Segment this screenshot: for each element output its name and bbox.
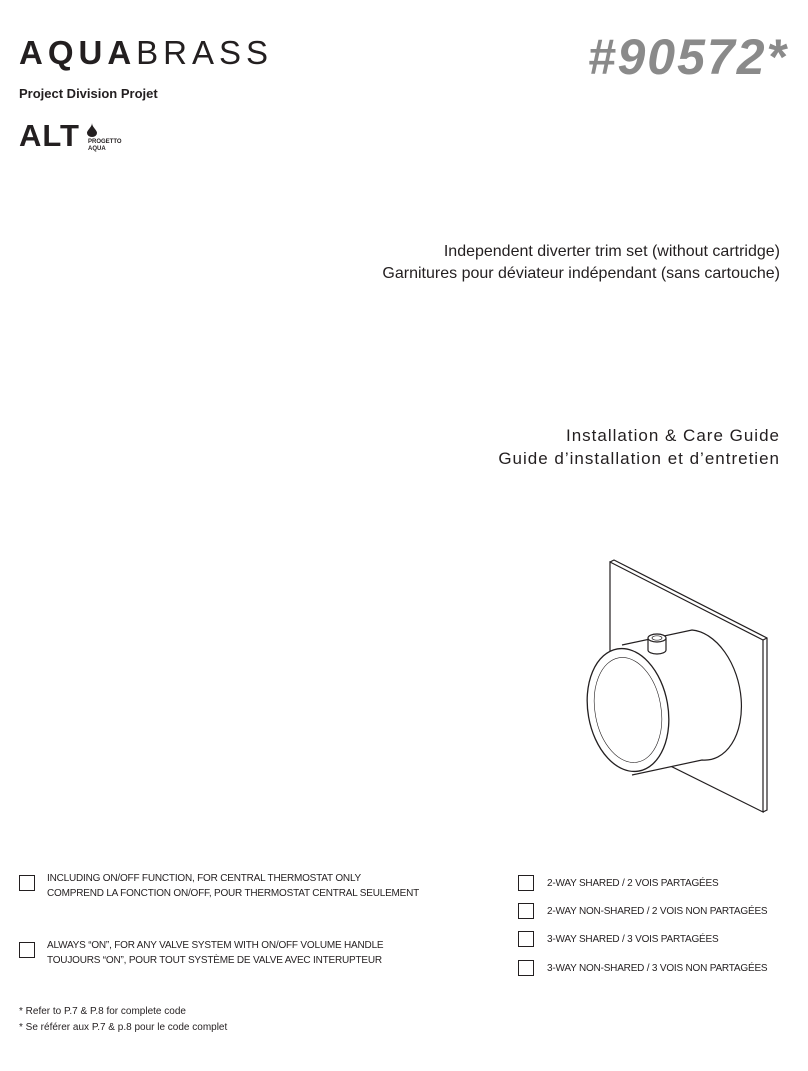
option-checkbox-3way-non-shared[interactable] (518, 960, 534, 976)
product-illustration (570, 550, 775, 820)
brand-name-light: BRASS (136, 34, 274, 71)
brand-name-bold: AQUA (19, 34, 137, 71)
option-onoff-function-en: INCLUDING ON/OFF FUNCTION, FOR CENTRAL THERMOSTAT ONLY (47, 873, 362, 884)
option-checkbox-2way-shared[interactable] (518, 875, 534, 891)
option-always-on-label (47, 938, 383, 968)
option-checkbox-2way-non-shared[interactable] (518, 903, 534, 919)
guide-title-en: Installation & Care Guide (566, 426, 780, 445)
footnote-en: * Refer to P.7 & P.8 for complete code (19, 1006, 186, 1017)
option-onoff-function-fr: COMPREND LA FONCTION ON/OFF, POUR THERMOSTAT CENTRAL SEULEMENT (47, 888, 420, 899)
alt-logo (19, 120, 159, 156)
product-description (382, 241, 780, 285)
guide-title-fr: Guide d’installation et d’entretien (498, 449, 780, 468)
brand-logo (19, 36, 273, 69)
option-onoff-function-label (47, 871, 419, 901)
option-2way-shared-label: 2-WAY SHARED / 2 VOIS PARTAGÉES (547, 878, 719, 889)
option-always-on-fr: TOUJOURS “ON”, POUR TOUT SYSTÈME DE VALVE AVEC INTERUPTEUR (47, 955, 382, 966)
option-checkbox-always-on[interactable] (19, 942, 35, 958)
division-label: Project Division Projet (19, 86, 158, 101)
option-checkbox-3way-shared[interactable] (518, 931, 534, 947)
option-2way-non-shared-label: 2-WAY NON-SHARED / 2 VOIS NON PARTAGÉES (547, 906, 768, 917)
alt-logo-sub-line2: AQUA (88, 145, 106, 152)
alt-logo-sub-line1: PROGETTO (88, 139, 122, 145)
drop-icon (87, 123, 97, 137)
footnote-fr: * Se référer aux P.7 & p.8 pour le code complet (19, 1022, 228, 1033)
option-3way-shared-label: 3-WAY SHARED / 3 VOIS PARTAGÉES (547, 934, 719, 945)
alt-logo-word: ALT (19, 118, 80, 153)
option-checkbox-onoff-function[interactable] (19, 875, 35, 891)
guide-title (498, 424, 780, 470)
option-always-on-en: ALWAYS “ON”, FOR ANY VALVE SYSTEM WITH ON/OFF VOLUME HANDLE (47, 940, 384, 951)
alt-logo-subtitle (88, 139, 122, 152)
model-number: #90572* (587, 29, 788, 85)
option-3way-non-shared-label: 3-WAY NON-SHARED / 3 VOIS NON PARTAGÉES (547, 963, 768, 974)
description-en: Independent diverter trim set (without cartridge) (443, 243, 780, 260)
description-fr: Garnitures pour déviateur indépendant (sans cartouche) (382, 265, 780, 282)
footnote (19, 1004, 227, 1036)
handle-nub (648, 634, 666, 654)
